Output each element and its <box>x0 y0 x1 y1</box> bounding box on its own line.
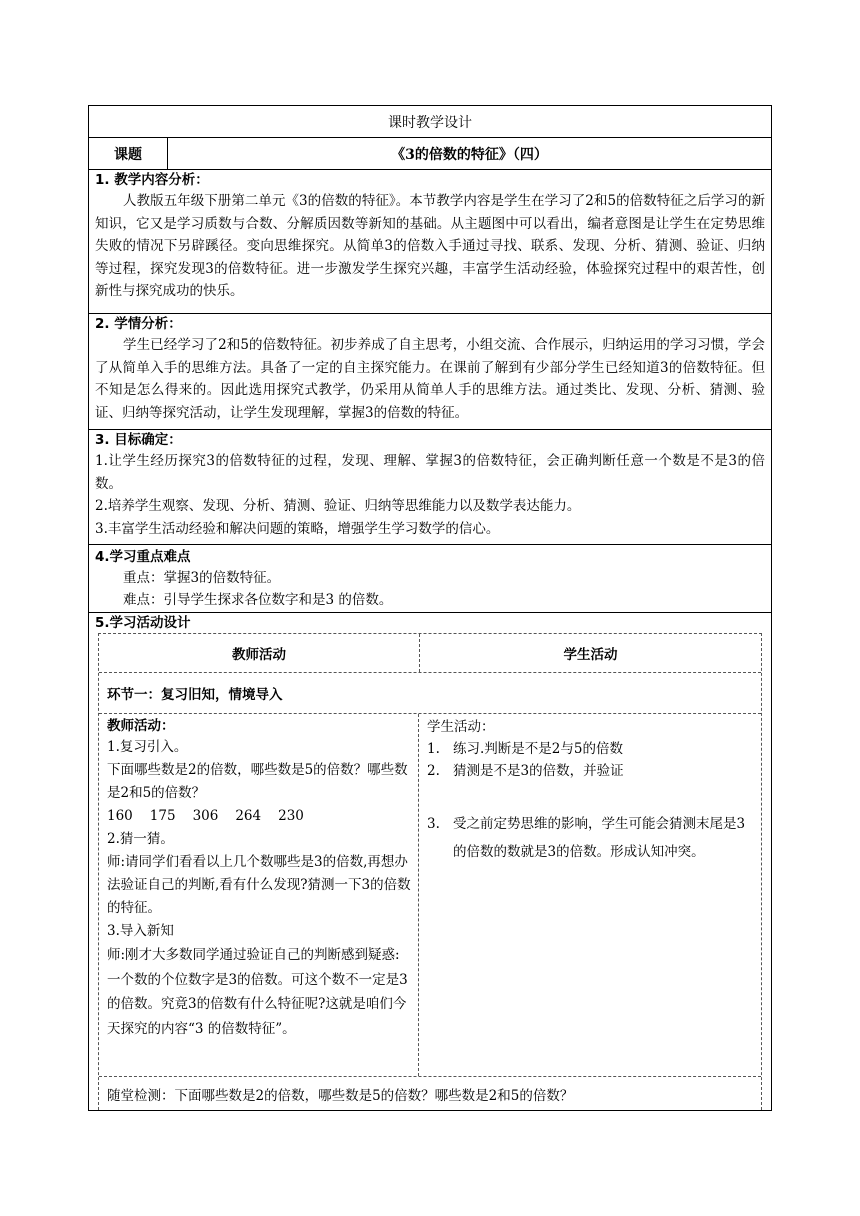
teacher-activity-label: 教师活动： <box>107 718 175 734</box>
key-points-heading: 4.学习重点难点 <box>95 549 191 565</box>
student-activity-cell <box>419 714 761 1076</box>
teacher-activity-cell <box>99 714 419 1076</box>
activity-table-header <box>99 634 761 673</box>
content-analysis-text: 人教版五年级下册第二单元《3的倍数的特征》。本节教学内容是学生在学习了2和5的倍数特征之后学习的新知识，它又是学习质数与合数、分解质因数等新知的基础。从主题图中可以看出，编者意图是让学生在定势思维失败的情况下另辟蹊径。变向思维探究。从简单3的倍数入手通过寻找、联系、发现、分析、猜测、验证、归纳等过程，探究发现3的倍数特征。进一步激发学生探究兴趣，丰富学生活动经验，体验探究过程中的艰苦性，创新性与探究成功的快乐。 <box>95 193 765 299</box>
activity-row <box>99 714 761 1077</box>
table-title-text: 课时教学设计 <box>388 114 472 131</box>
activity-table <box>98 633 762 1110</box>
activity-design-section <box>88 613 772 1111</box>
teacher-step-3: 3.导入新知 <box>107 923 174 939</box>
goal-item-2: 2.培养学生观察、发现、分析、猜测、验证、归纳等思维能力以及数学表达能力。 <box>95 498 581 514</box>
topic-label: 课题 <box>89 138 168 169</box>
student-analysis-text: 学生已经学习了2和5的倍数特征。初步养成了自主思考，小组交流、合作展示，归纳运用的学习习惯，学会了从简单入手的思维方法。具备了一定的自主探究能力。在课前了解到有少部分学生已经知道3的倍数特征。但不知是怎么得来的。因此选用探究式教学，仍采用从简单人手的思维方法。通过类比、发现、分析、猜测、验证、归纳等探究活动，让学生发现理解，掌握3的倍数的特征。 <box>95 337 765 421</box>
student-item-3: 3. 受之前定势思维的影响，学生可能会猜测末尾是3的倍数的数就是3的倍数。形成认知冲突。 <box>427 816 746 860</box>
teacher-step-1: 1.复习引入。 <box>107 739 188 755</box>
number-item: 175 <box>149 808 176 824</box>
number-item: 306 <box>192 808 219 824</box>
teacher-step-2: 2.猜一猜。 <box>107 831 174 847</box>
content-analysis-section <box>88 170 772 314</box>
stage-one-title: 环节一：复习旧知，情境导入 <box>99 673 761 714</box>
teacher-question: 下面哪些数是2的倍数，哪些数是5的倍数？哪些数是2和5的倍数？ <box>107 762 408 801</box>
content-analysis-heading: 1. 教学内容分析： <box>95 172 209 188</box>
goal-item-1: 1.让学生经历探究3的倍数特征的过程，发现、理解、掌握3的倍数特征，会正确判断任意一个数是不是3的倍数。 <box>95 453 765 492</box>
student-activity-column-header: 学生活动 <box>563 647 618 663</box>
activity-design-heading: 5.学习活动设计 <box>95 615 191 631</box>
student-item-1: 1. 练习.判断是不是2与5的倍数 <box>427 741 623 757</box>
number-item: 160 <box>107 808 133 824</box>
number-item: 230 <box>278 808 304 824</box>
key-point-text: 重点：掌握3的倍数特征。 <box>123 570 281 586</box>
teacher-intro-text: 师:刚才大多数同学通过验证自己的判断感到疑惑:一个数的个位数字是3的倍数。可这个数不一定是3的倍数。究竟3的倍数有什么特征呢?这就是咱们今天探究的内容“3 的倍数特征”。 <box>107 947 408 1037</box>
lesson-plan-table <box>88 105 772 1111</box>
teacher-activity-column-header: 教师活动 <box>99 634 420 672</box>
number-item: 264 <box>235 808 262 824</box>
topic-value: 《3的倍数的特征》（四） <box>391 146 548 163</box>
student-analysis-heading: 2. 学情分析： <box>95 316 182 332</box>
goal-item-3: 3.丰富学生活动经验和解决问题的策略，增强学生学习数学的信心。 <box>95 520 500 537</box>
key-points-section <box>88 545 772 613</box>
table-title <box>88 105 772 138</box>
number-list <box>107 805 412 828</box>
student-analysis-section <box>88 314 772 430</box>
topic-row <box>88 138 772 170</box>
quick-check-text: 随堂检测：下面哪些数是2的倍数，哪些数是5的倍数？哪些数是2和5的倍数？ <box>107 1087 574 1104</box>
difficulty-text: 难点：引导学生探求各位数字和是3 的倍数。 <box>123 592 393 608</box>
student-activity-label: 学生活动： <box>427 719 495 735</box>
teacher-guess-text: 师:请同学们看看以上几个数哪些是3的倍数,再想办法验证自己的判断,看有什么发现?猜测一下3的倍数的特征。 <box>107 854 411 916</box>
goals-section <box>88 430 772 545</box>
student-item-2: 2. 猜测是不是3的倍数，并验证 <box>427 763 624 779</box>
goals-heading: 3. 目标确定： <box>95 432 182 448</box>
